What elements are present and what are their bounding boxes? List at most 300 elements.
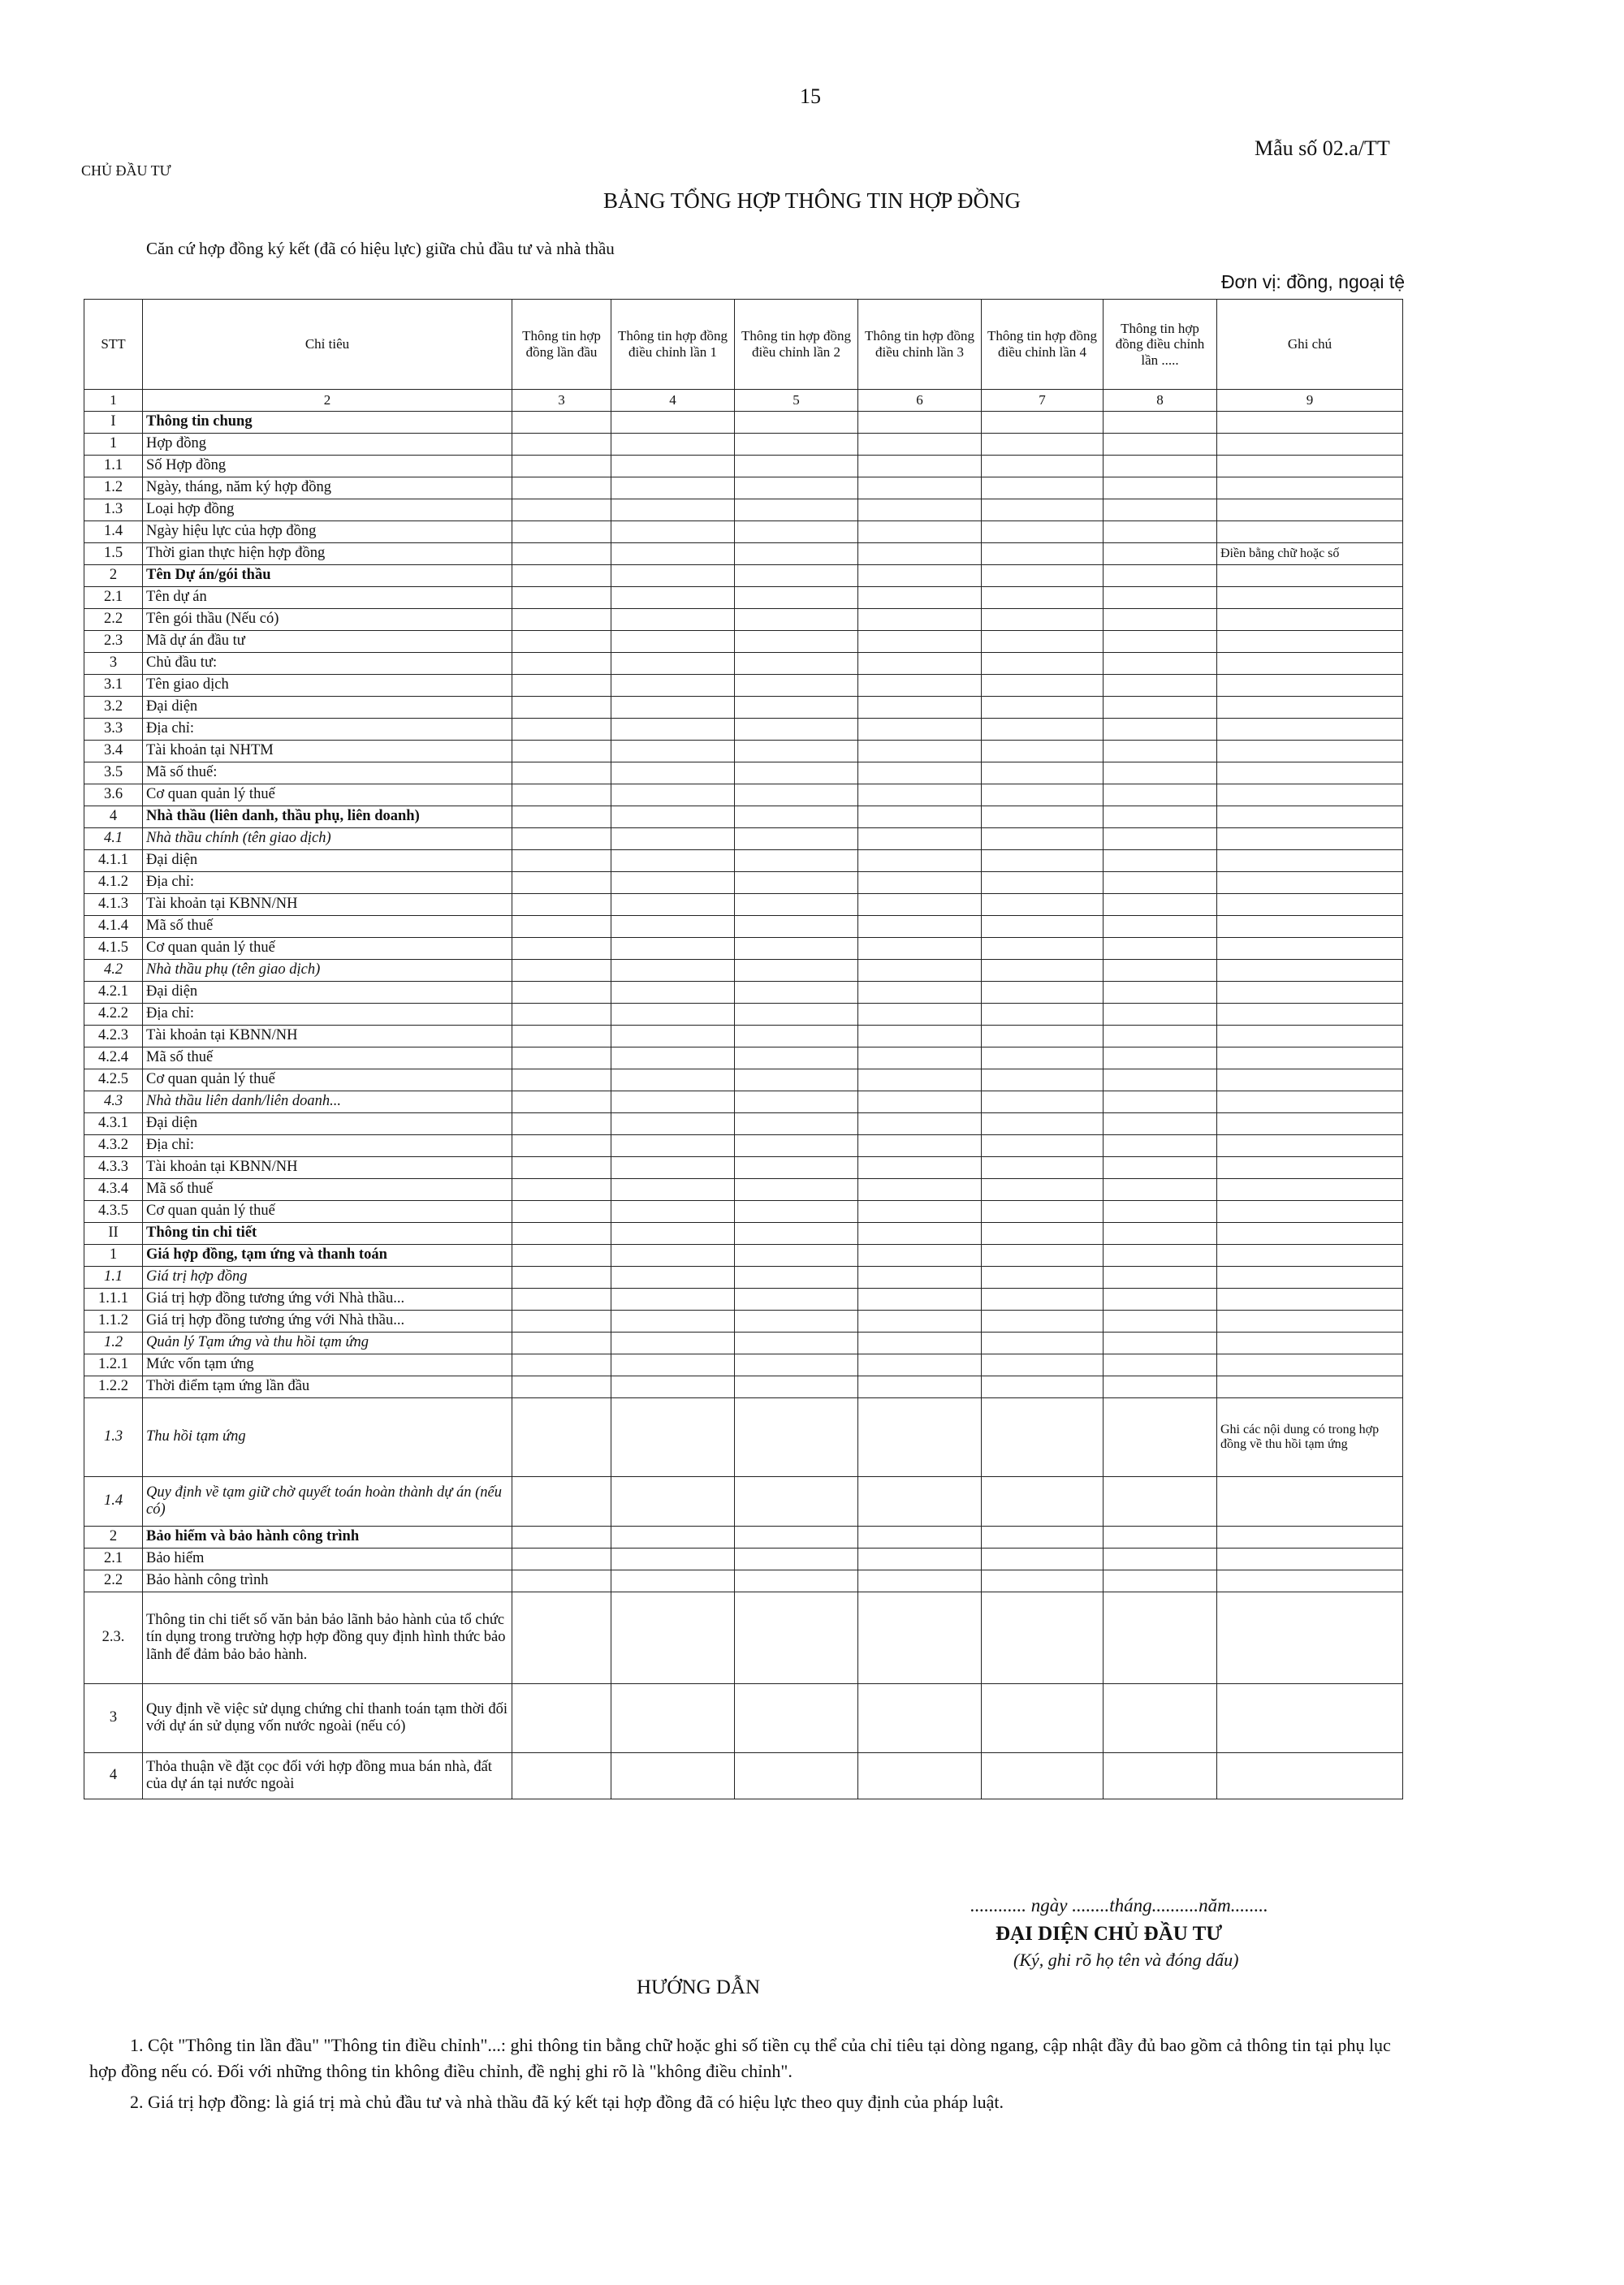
value-cell[interactable]	[1104, 741, 1217, 762]
value-cell[interactable]	[735, 719, 858, 741]
value-cell[interactable]	[858, 1047, 982, 1069]
value-cell[interactable]	[735, 1245, 858, 1267]
value-cell[interactable]	[735, 1289, 858, 1311]
value-cell[interactable]	[611, 1004, 735, 1026]
value-cell[interactable]	[858, 499, 982, 521]
value-cell[interactable]	[512, 412, 611, 434]
value-cell[interactable]	[1104, 1047, 1217, 1069]
value-cell[interactable]	[735, 1549, 858, 1570]
value-cell[interactable]	[611, 828, 735, 850]
value-cell[interactable]	[512, 1684, 611, 1753]
value-cell[interactable]	[1104, 587, 1217, 609]
value-cell[interactable]	[512, 675, 611, 697]
value-cell[interactable]	[982, 1179, 1104, 1201]
value-cell[interactable]	[982, 1201, 1104, 1223]
value-cell[interactable]	[611, 412, 735, 434]
value-cell[interactable]	[858, 938, 982, 960]
value-cell[interactable]	[735, 675, 858, 697]
value-cell[interactable]	[611, 784, 735, 806]
value-cell[interactable]	[735, 1201, 858, 1223]
value-cell[interactable]	[858, 762, 982, 784]
value-cell[interactable]	[858, 697, 982, 719]
value-cell[interactable]	[611, 631, 735, 653]
value-cell[interactable]	[982, 982, 1104, 1004]
value-cell[interactable]	[858, 850, 982, 872]
value-cell[interactable]	[512, 806, 611, 828]
value-cell[interactable]	[1104, 565, 1217, 587]
value-cell[interactable]	[735, 565, 858, 587]
value-cell[interactable]	[858, 719, 982, 741]
value-cell[interactable]	[735, 1004, 858, 1026]
value-cell[interactable]	[982, 1311, 1104, 1333]
value-cell[interactable]	[735, 477, 858, 499]
value-cell[interactable]	[611, 609, 735, 631]
value-cell[interactable]	[735, 653, 858, 675]
value-cell[interactable]	[735, 543, 858, 565]
value-cell[interactable]	[512, 1004, 611, 1026]
value-cell[interactable]	[982, 1549, 1104, 1570]
value-cell[interactable]	[982, 412, 1104, 434]
value-cell[interactable]	[512, 1289, 611, 1311]
value-cell[interactable]	[858, 1157, 982, 1179]
value-cell[interactable]	[611, 1592, 735, 1684]
value-cell[interactable]	[1104, 1354, 1217, 1376]
value-cell[interactable]	[982, 1113, 1104, 1135]
value-cell[interactable]	[611, 1398, 735, 1477]
value-cell[interactable]	[858, 1477, 982, 1527]
value-cell[interactable]	[1104, 521, 1217, 543]
value-cell[interactable]	[735, 850, 858, 872]
value-cell[interactable]	[735, 1477, 858, 1527]
value-cell[interactable]	[858, 1135, 982, 1157]
value-cell[interactable]	[512, 1267, 611, 1289]
value-cell[interactable]	[611, 960, 735, 982]
value-cell[interactable]	[512, 609, 611, 631]
value-cell[interactable]	[982, 434, 1104, 456]
value-cell[interactable]	[982, 587, 1104, 609]
value-cell[interactable]	[858, 609, 982, 631]
value-cell[interactable]	[1104, 1091, 1217, 1113]
value-cell[interactable]	[611, 1047, 735, 1069]
value-cell[interactable]	[735, 1047, 858, 1069]
value-cell[interactable]	[611, 1477, 735, 1527]
value-cell[interactable]	[735, 828, 858, 850]
value-cell[interactable]	[735, 1527, 858, 1549]
value-cell[interactable]	[512, 850, 611, 872]
value-cell[interactable]	[1104, 960, 1217, 982]
value-cell[interactable]	[1104, 477, 1217, 499]
value-cell[interactable]	[611, 719, 735, 741]
value-cell[interactable]	[1104, 1333, 1217, 1354]
value-cell[interactable]	[858, 565, 982, 587]
value-cell[interactable]	[735, 1267, 858, 1289]
value-cell[interactable]	[512, 1091, 611, 1113]
value-cell[interactable]	[858, 675, 982, 697]
value-cell[interactable]	[611, 1267, 735, 1289]
value-cell[interactable]	[512, 784, 611, 806]
value-cell[interactable]	[1104, 434, 1217, 456]
value-cell[interactable]	[1104, 982, 1217, 1004]
value-cell[interactable]	[512, 521, 611, 543]
value-cell[interactable]	[611, 675, 735, 697]
value-cell[interactable]	[611, 521, 735, 543]
value-cell[interactable]	[512, 1333, 611, 1354]
value-cell[interactable]	[858, 1004, 982, 1026]
value-cell[interactable]	[735, 1069, 858, 1091]
value-cell[interactable]	[982, 719, 1104, 741]
value-cell[interactable]	[982, 543, 1104, 565]
value-cell[interactable]	[611, 434, 735, 456]
value-cell[interactable]	[512, 434, 611, 456]
value-cell[interactable]	[611, 1179, 735, 1201]
value-cell[interactable]	[512, 1477, 611, 1527]
value-cell[interactable]	[611, 1157, 735, 1179]
value-cell[interactable]	[611, 499, 735, 521]
value-cell[interactable]	[1104, 938, 1217, 960]
value-cell[interactable]	[512, 499, 611, 521]
value-cell[interactable]	[512, 456, 611, 477]
value-cell[interactable]	[611, 982, 735, 1004]
value-cell[interactable]	[1104, 1477, 1217, 1527]
value-cell[interactable]	[512, 1047, 611, 1069]
value-cell[interactable]	[611, 697, 735, 719]
value-cell[interactable]	[858, 1289, 982, 1311]
value-cell[interactable]	[735, 499, 858, 521]
value-cell[interactable]	[858, 872, 982, 894]
value-cell[interactable]	[611, 1223, 735, 1245]
value-cell[interactable]	[982, 806, 1104, 828]
value-cell[interactable]	[982, 850, 1104, 872]
value-cell[interactable]	[512, 543, 611, 565]
value-cell[interactable]	[735, 1753, 858, 1799]
value-cell[interactable]	[512, 741, 611, 762]
value-cell[interactable]	[611, 938, 735, 960]
value-cell[interactable]	[1104, 1157, 1217, 1179]
value-cell[interactable]	[1104, 1135, 1217, 1157]
value-cell[interactable]	[982, 1069, 1104, 1091]
value-cell[interactable]	[512, 719, 611, 741]
value-cell[interactable]	[611, 1289, 735, 1311]
value-cell[interactable]	[611, 587, 735, 609]
value-cell[interactable]	[611, 1753, 735, 1799]
value-cell[interactable]	[735, 434, 858, 456]
value-cell[interactable]	[982, 456, 1104, 477]
value-cell[interactable]	[982, 1245, 1104, 1267]
value-cell[interactable]	[982, 1570, 1104, 1592]
value-cell[interactable]	[858, 806, 982, 828]
value-cell[interactable]	[1104, 762, 1217, 784]
value-cell[interactable]	[1104, 499, 1217, 521]
value-cell[interactable]	[982, 697, 1104, 719]
value-cell[interactable]	[512, 1245, 611, 1267]
value-cell[interactable]	[1104, 806, 1217, 828]
value-cell[interactable]	[858, 1684, 982, 1753]
value-cell[interactable]	[982, 762, 1104, 784]
value-cell[interactable]	[735, 1570, 858, 1592]
value-cell[interactable]	[982, 960, 1104, 982]
value-cell[interactable]	[1104, 1570, 1217, 1592]
value-cell[interactable]	[611, 653, 735, 675]
value-cell[interactable]	[611, 850, 735, 872]
value-cell[interactable]	[1104, 894, 1217, 916]
value-cell[interactable]	[512, 1376, 611, 1398]
value-cell[interactable]	[512, 894, 611, 916]
value-cell[interactable]	[1104, 543, 1217, 565]
value-cell[interactable]	[512, 762, 611, 784]
value-cell[interactable]	[512, 477, 611, 499]
value-cell[interactable]	[735, 521, 858, 543]
value-cell[interactable]	[1104, 412, 1217, 434]
value-cell[interactable]	[735, 784, 858, 806]
value-cell[interactable]	[611, 1549, 735, 1570]
value-cell[interactable]	[1104, 1179, 1217, 1201]
value-cell[interactable]	[512, 1753, 611, 1799]
value-cell[interactable]	[858, 741, 982, 762]
value-cell[interactable]	[735, 894, 858, 916]
value-cell[interactable]	[611, 1091, 735, 1113]
value-cell[interactable]	[982, 1333, 1104, 1354]
value-cell[interactable]	[611, 1311, 735, 1333]
value-cell[interactable]	[735, 697, 858, 719]
value-cell[interactable]	[982, 1026, 1104, 1047]
value-cell[interactable]	[512, 1354, 611, 1376]
value-cell[interactable]	[512, 828, 611, 850]
value-cell[interactable]	[858, 1376, 982, 1398]
value-cell[interactable]	[1104, 1069, 1217, 1091]
value-cell[interactable]	[611, 741, 735, 762]
value-cell[interactable]	[858, 521, 982, 543]
value-cell[interactable]	[982, 1289, 1104, 1311]
value-cell[interactable]	[735, 1157, 858, 1179]
value-cell[interactable]	[735, 1091, 858, 1113]
value-cell[interactable]	[1104, 872, 1217, 894]
value-cell[interactable]	[858, 1333, 982, 1354]
value-cell[interactable]	[1104, 1376, 1217, 1398]
value-cell[interactable]	[735, 982, 858, 1004]
value-cell[interactable]	[858, 1527, 982, 1549]
value-cell[interactable]	[611, 872, 735, 894]
value-cell[interactable]	[735, 609, 858, 631]
value-cell[interactable]	[858, 1592, 982, 1684]
value-cell[interactable]	[1104, 609, 1217, 631]
value-cell[interactable]	[611, 1354, 735, 1376]
value-cell[interactable]	[512, 938, 611, 960]
value-cell[interactable]	[1104, 697, 1217, 719]
value-cell[interactable]	[982, 1592, 1104, 1684]
value-cell[interactable]	[858, 1026, 982, 1047]
value-cell[interactable]	[1104, 784, 1217, 806]
value-cell[interactable]	[512, 1157, 611, 1179]
value-cell[interactable]	[982, 1684, 1104, 1753]
value-cell[interactable]	[982, 1267, 1104, 1289]
value-cell[interactable]	[611, 1026, 735, 1047]
value-cell[interactable]	[982, 1223, 1104, 1245]
value-cell[interactable]	[735, 1398, 858, 1477]
value-cell[interactable]	[611, 1376, 735, 1398]
value-cell[interactable]	[1104, 675, 1217, 697]
value-cell[interactable]	[982, 565, 1104, 587]
value-cell[interactable]	[858, 1069, 982, 1091]
value-cell[interactable]	[982, 477, 1104, 499]
value-cell[interactable]	[982, 872, 1104, 894]
value-cell[interactable]	[512, 1026, 611, 1047]
value-cell[interactable]	[735, 587, 858, 609]
value-cell[interactable]	[982, 784, 1104, 806]
value-cell[interactable]	[982, 609, 1104, 631]
value-cell[interactable]	[611, 1069, 735, 1091]
value-cell[interactable]	[611, 1570, 735, 1592]
value-cell[interactable]	[512, 1201, 611, 1223]
value-cell[interactable]	[1104, 1026, 1217, 1047]
value-cell[interactable]	[982, 741, 1104, 762]
value-cell[interactable]	[512, 565, 611, 587]
value-cell[interactable]	[982, 521, 1104, 543]
value-cell[interactable]	[1104, 1311, 1217, 1333]
value-cell[interactable]	[735, 1592, 858, 1684]
value-cell[interactable]	[735, 1684, 858, 1753]
value-cell[interactable]	[512, 982, 611, 1004]
value-cell[interactable]	[858, 587, 982, 609]
value-cell[interactable]	[858, 1753, 982, 1799]
value-cell[interactable]	[735, 631, 858, 653]
value-cell[interactable]	[982, 1135, 1104, 1157]
value-cell[interactable]	[982, 938, 1104, 960]
value-cell[interactable]	[735, 1113, 858, 1135]
value-cell[interactable]	[611, 1333, 735, 1354]
value-cell[interactable]	[982, 631, 1104, 653]
value-cell[interactable]	[1104, 1549, 1217, 1570]
value-cell[interactable]	[512, 872, 611, 894]
value-cell[interactable]	[858, 1245, 982, 1267]
value-cell[interactable]	[1104, 1592, 1217, 1684]
value-cell[interactable]	[982, 653, 1104, 675]
value-cell[interactable]	[735, 938, 858, 960]
value-cell[interactable]	[858, 543, 982, 565]
value-cell[interactable]	[512, 1592, 611, 1684]
value-cell[interactable]	[858, 982, 982, 1004]
value-cell[interactable]	[858, 1179, 982, 1201]
value-cell[interactable]	[512, 697, 611, 719]
value-cell[interactable]	[982, 1398, 1104, 1477]
value-cell[interactable]	[982, 1091, 1104, 1113]
value-cell[interactable]	[735, 412, 858, 434]
value-cell[interactable]	[512, 653, 611, 675]
value-cell[interactable]	[858, 916, 982, 938]
value-cell[interactable]	[512, 1311, 611, 1333]
value-cell[interactable]	[982, 1527, 1104, 1549]
value-cell[interactable]	[735, 1354, 858, 1376]
value-cell[interactable]	[982, 1354, 1104, 1376]
value-cell[interactable]	[1104, 1684, 1217, 1753]
value-cell[interactable]	[858, 456, 982, 477]
value-cell[interactable]	[735, 762, 858, 784]
value-cell[interactable]	[611, 916, 735, 938]
value-cell[interactable]	[611, 456, 735, 477]
value-cell[interactable]	[611, 1135, 735, 1157]
value-cell[interactable]	[982, 828, 1104, 850]
value-cell[interactable]	[982, 916, 1104, 938]
value-cell[interactable]	[1104, 631, 1217, 653]
value-cell[interactable]	[858, 894, 982, 916]
value-cell[interactable]	[735, 960, 858, 982]
value-cell[interactable]	[1104, 850, 1217, 872]
value-cell[interactable]	[858, 1091, 982, 1113]
value-cell[interactable]	[512, 1398, 611, 1477]
value-cell[interactable]	[512, 916, 611, 938]
value-cell[interactable]	[982, 1157, 1104, 1179]
value-cell[interactable]	[735, 806, 858, 828]
value-cell[interactable]	[858, 412, 982, 434]
value-cell[interactable]	[1104, 1267, 1217, 1289]
value-cell[interactable]	[982, 1753, 1104, 1799]
value-cell[interactable]	[611, 1201, 735, 1223]
value-cell[interactable]	[858, 631, 982, 653]
value-cell[interactable]	[1104, 1289, 1217, 1311]
value-cell[interactable]	[611, 1245, 735, 1267]
value-cell[interactable]	[1104, 653, 1217, 675]
value-cell[interactable]	[611, 543, 735, 565]
value-cell[interactable]	[858, 1113, 982, 1135]
value-cell[interactable]	[611, 565, 735, 587]
value-cell[interactable]	[858, 1201, 982, 1223]
value-cell[interactable]	[611, 477, 735, 499]
value-cell[interactable]	[858, 1398, 982, 1477]
value-cell[interactable]	[1104, 1245, 1217, 1267]
value-cell[interactable]	[1104, 456, 1217, 477]
value-cell[interactable]	[512, 1549, 611, 1570]
value-cell[interactable]	[611, 894, 735, 916]
value-cell[interactable]	[611, 1684, 735, 1753]
value-cell[interactable]	[735, 741, 858, 762]
value-cell[interactable]	[858, 434, 982, 456]
value-cell[interactable]	[611, 762, 735, 784]
value-cell[interactable]	[735, 1179, 858, 1201]
value-cell[interactable]	[858, 1570, 982, 1592]
value-cell[interactable]	[735, 872, 858, 894]
value-cell[interactable]	[982, 1376, 1104, 1398]
value-cell[interactable]	[735, 1026, 858, 1047]
value-cell[interactable]	[1104, 1398, 1217, 1477]
value-cell[interactable]	[611, 806, 735, 828]
value-cell[interactable]	[512, 1570, 611, 1592]
value-cell[interactable]	[512, 960, 611, 982]
value-cell[interactable]	[512, 1069, 611, 1091]
value-cell[interactable]	[1104, 1004, 1217, 1026]
value-cell[interactable]	[982, 675, 1104, 697]
value-cell[interactable]	[858, 828, 982, 850]
value-cell[interactable]	[512, 1527, 611, 1549]
value-cell[interactable]	[858, 1267, 982, 1289]
value-cell[interactable]	[858, 960, 982, 982]
value-cell[interactable]	[858, 784, 982, 806]
value-cell[interactable]	[735, 1223, 858, 1245]
value-cell[interactable]	[1104, 1527, 1217, 1549]
value-cell[interactable]	[735, 1135, 858, 1157]
value-cell[interactable]	[735, 1333, 858, 1354]
value-cell[interactable]	[1104, 1223, 1217, 1245]
value-cell[interactable]	[611, 1527, 735, 1549]
value-cell[interactable]	[1104, 1113, 1217, 1135]
value-cell[interactable]	[1104, 828, 1217, 850]
value-cell[interactable]	[858, 653, 982, 675]
value-cell[interactable]	[858, 1223, 982, 1245]
value-cell[interactable]	[512, 1113, 611, 1135]
value-cell[interactable]	[858, 477, 982, 499]
value-cell[interactable]	[512, 1179, 611, 1201]
value-cell[interactable]	[858, 1354, 982, 1376]
value-cell[interactable]	[735, 1376, 858, 1398]
value-cell[interactable]	[982, 1004, 1104, 1026]
